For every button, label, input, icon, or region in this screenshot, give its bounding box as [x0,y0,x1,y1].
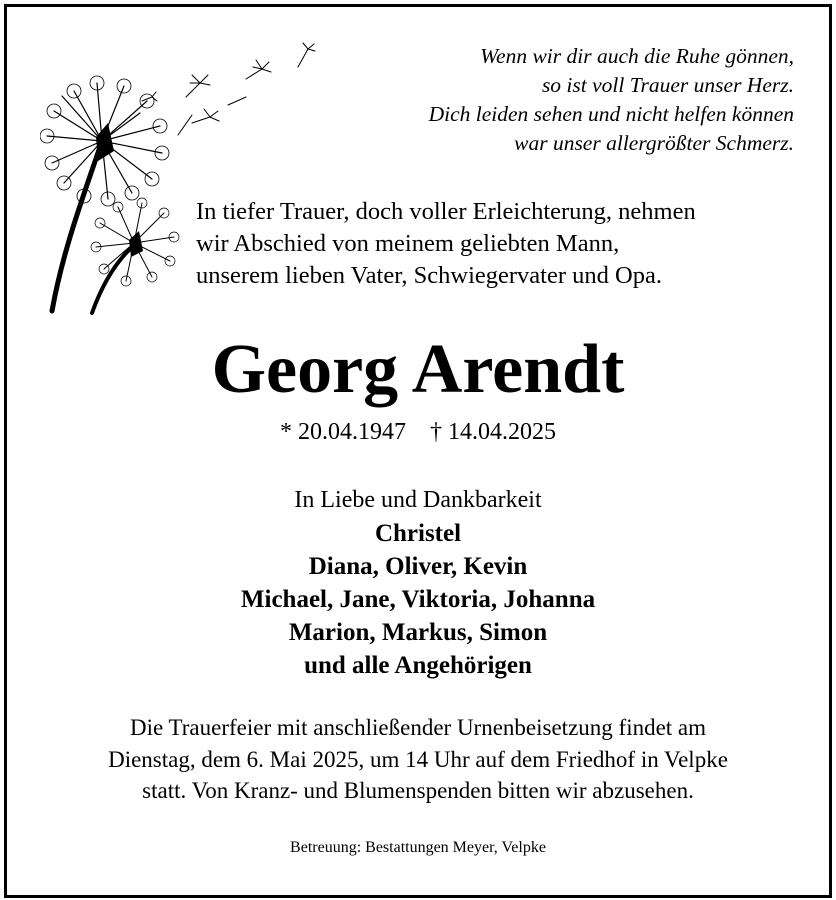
mourner-line: Michael, Jane, Viktoria, Johanna [240,586,596,613]
intro-line: wir Abschied von meinem geliebten Mann, [196,230,620,257]
intro-text [196,196,806,292]
poem [274,42,794,158]
ceremony-line: statt. Von Kranz- und Blumenspenden bitten wir abzusehen. [142,778,694,803]
poem-line: so ist voll Trauer unser Herz. [541,73,794,97]
birth-date: * 20.04.1947 [280,419,406,445]
mourner-line: und alle Angehörigen [304,652,532,679]
mourners-block [0,484,836,682]
ceremony-line: Dienstag, dem 6. Mai 2025, um 14 Uhr auf dem Friedhof in Velpke [108,746,728,772]
ceremony-info [0,712,836,807]
mourner-line: Marion, Markus, Simon [288,619,548,646]
intro-line: unserem lieben Vater, Schwiegervater und Opa. [196,262,662,289]
mourner-line: Christel [374,520,462,547]
ceremony-line: Die Trauerfeier mit anschließender Urnenbeisetzung findet am [129,715,707,740]
funeral-home-credit: Betreuung: Bestattungen Meyer, Velpke [290,839,546,856]
mourners-lead: In Liebe und Dankbarkeit [294,487,542,513]
life-dates [0,417,836,447]
poem-line: Wenn wir dir auch die Ruhe gönnen, [480,44,794,68]
poem-line: war unser allergrößter Schmerz. [514,131,794,155]
deceased-name: Georg Arendt [211,331,625,408]
poem-line: Dich leiden sehen und nicht helfen können [428,102,794,126]
intro-line: In tiefer Trauer, doch voller Erleichterung, nehmen [196,198,696,225]
mourner-line: Diana, Oliver, Kevin [308,553,528,580]
death-date: † 14.04.2025 [430,419,556,445]
